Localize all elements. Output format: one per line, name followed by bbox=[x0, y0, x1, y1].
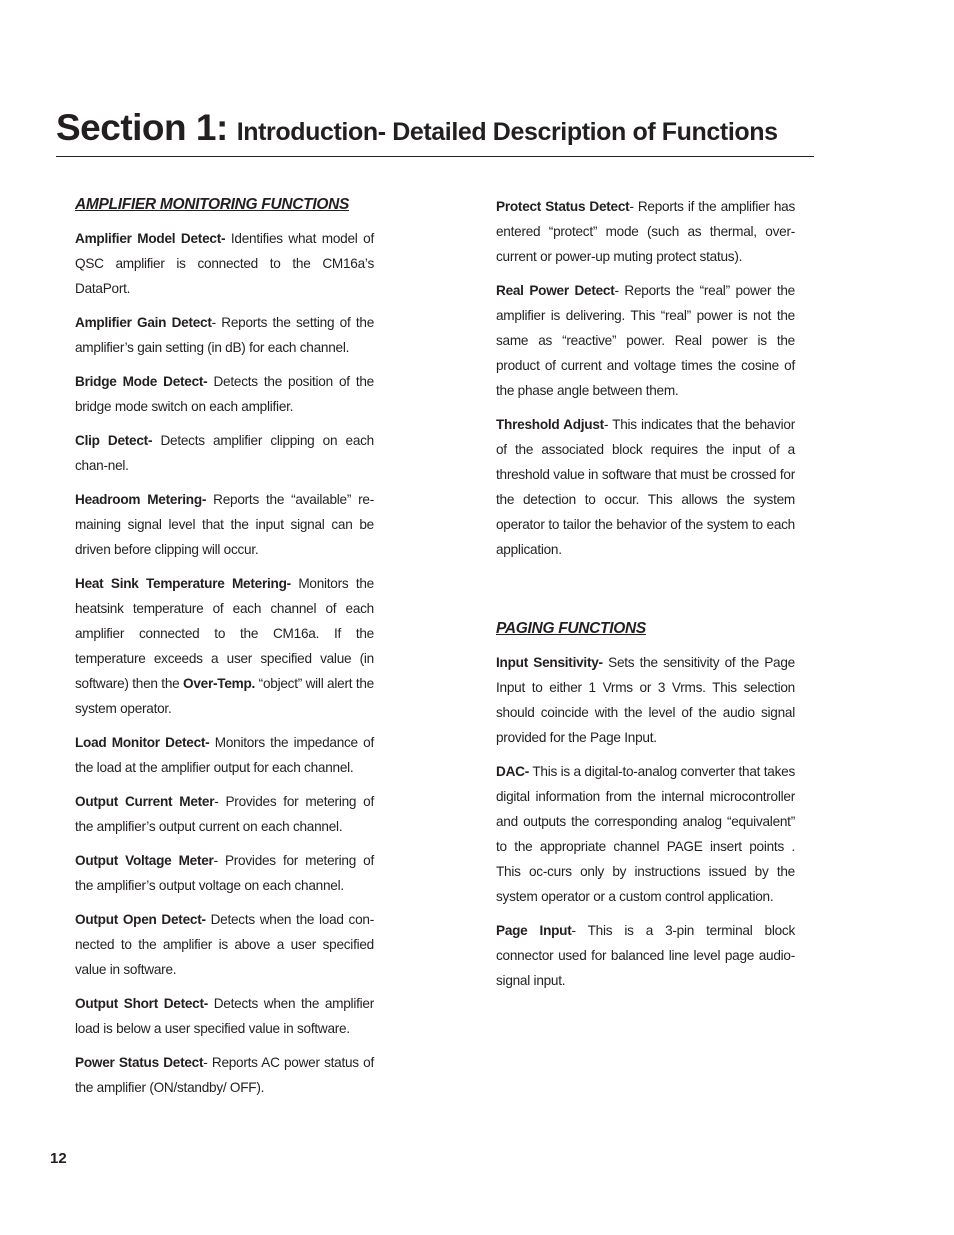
paging-functions-heading: PAGING FUNCTIONS bbox=[496, 620, 646, 637]
definition-term: Real Power Detect bbox=[496, 283, 615, 298]
definition-text: - Provides for metering of the amplifier’s output voltage on each channel. bbox=[75, 853, 374, 893]
definition-term: Amplifier Model Detect- bbox=[75, 231, 226, 246]
section-number: Section 1: bbox=[56, 107, 228, 148]
definition-term: Threshold Adjust bbox=[496, 417, 604, 432]
definition-entry bbox=[75, 226, 374, 301]
definition-term: Amplifier Gain Detect bbox=[75, 315, 212, 330]
definition-entry bbox=[75, 730, 374, 780]
definition-term: Protect Status Detect bbox=[496, 199, 630, 214]
definition-entry bbox=[496, 759, 795, 909]
definition-term: Clip Detect- bbox=[75, 433, 153, 448]
definition-text: Reports the “available” re-maining signal level that the input signal can be driven before clipping will occur. bbox=[75, 492, 374, 557]
definition-entry bbox=[75, 789, 374, 839]
definition-entry bbox=[75, 907, 374, 982]
definition-text: Detects amplifier clipping on each chan-nel. bbox=[75, 433, 374, 473]
right-column bbox=[496, 194, 795, 1002]
definition-term: Page Input bbox=[496, 923, 572, 938]
definition-text: This is a digital-to-analog converter that takes digital information from the internal microcontroller and outputs the corresponding analog “equivalent” to the appropriate channel PAGE insert points . This oc-curs only by instructions issued by the system operator or a custom control application. bbox=[496, 764, 795, 904]
page-header bbox=[56, 108, 814, 157]
definition-text: Detects when the load con-nected to the amplifier is above a user specified value in software. bbox=[75, 912, 374, 977]
definition-entry bbox=[75, 571, 374, 721]
section-spacer bbox=[496, 571, 795, 618]
definition-term: Power Status Detect bbox=[75, 1055, 204, 1070]
definition-entry bbox=[75, 991, 374, 1041]
definition-text: Identifies what model of QSC amplifier is connected to the CM16a’s DataPort. bbox=[75, 231, 374, 296]
definition-entry bbox=[496, 278, 795, 403]
definition-text: - This is a 3-pin terminal block connector used for balanced line level page audio-signal input. bbox=[496, 923, 795, 988]
definition-term: Bridge Mode Detect- bbox=[75, 374, 208, 389]
definition-term-inline: Over-Temp. bbox=[183, 676, 256, 691]
definition-entry bbox=[75, 310, 374, 360]
definition-text: - Reports AC power status of the amplifier (ON/standby/ OFF). bbox=[75, 1055, 374, 1095]
definition-term: Headroom Metering- bbox=[75, 492, 207, 507]
definition-text: Sets the sensitivity of the Page Input to either 1 Vrms or 3 Vrms. This selection should coincide with the level of the audio signal provided for the Page Input. bbox=[496, 655, 795, 745]
page-number: 12 bbox=[50, 1150, 67, 1167]
definition-term: Output Voltage Meter bbox=[75, 853, 214, 868]
definition-term: DAC- bbox=[496, 764, 529, 779]
definition-entry bbox=[496, 918, 795, 993]
amplifier-monitoring-heading: AMPLIFIER MONITORING FUNCTIONS bbox=[75, 196, 350, 213]
definition-text: - Reports the “real” power the amplifier is delivering. This “real” power is not the same as “reactive” power. Real power is the product of current and voltage times the cosine of the phase angle between them. bbox=[496, 283, 795, 398]
definition-term: Heat Sink Temperature Metering- bbox=[75, 576, 291, 591]
definition-text: - Reports the setting of the amplifier’s gain setting (in dB) for each channel. bbox=[75, 315, 374, 355]
definition-text: - Reports if the amplifier has entered “protect” mode (such as thermal, over-current or power-up muting protect status). bbox=[496, 199, 795, 264]
definition-entry bbox=[496, 412, 795, 562]
definition-text: Detects when the amplifier load is below a user specified value in software. bbox=[75, 996, 374, 1036]
page-title bbox=[56, 107, 778, 149]
definition-entry bbox=[496, 650, 795, 750]
definition-entry bbox=[75, 428, 374, 478]
definition-text: - This indicates that the behavior of the associated block requires the input of a threshold value in software that must be crossed for the detection to occur. This allows the system operator to tailor the behavior of the system to each application. bbox=[496, 417, 795, 557]
definition-entry bbox=[75, 487, 374, 562]
left-column bbox=[75, 194, 374, 1109]
definition-text: - Provides for metering of the amplifier’s output current on each channel. bbox=[75, 794, 374, 834]
definition-entry bbox=[75, 369, 374, 419]
definition-text: Detects the position of the bridge mode switch on each amplifier. bbox=[75, 374, 374, 414]
definition-entry bbox=[496, 194, 795, 269]
definition-term: Output Open Detect- bbox=[75, 912, 206, 927]
definition-entry bbox=[75, 848, 374, 898]
definition-term: Output Current Meter bbox=[75, 794, 215, 809]
definition-text: Monitors the impedance of the load at the amplifier output for each channel. bbox=[75, 735, 374, 775]
section-subtitle: Introduction- Detailed Description of Functions bbox=[236, 118, 778, 146]
definition-term: Load Monitor Detect- bbox=[75, 735, 210, 750]
definition-entry bbox=[75, 1050, 374, 1100]
definition-text: “object” will alert the system operator. bbox=[75, 676, 374, 716]
definition-term: Input Sensitivity- bbox=[496, 655, 603, 670]
definition-term: Output Short Detect- bbox=[75, 996, 209, 1011]
definition-text: Monitors the heatsink temperature of each channel of each amplifier connected to the CM16a. If the temperature exceeds a user specified value (in software) then the bbox=[75, 576, 374, 691]
